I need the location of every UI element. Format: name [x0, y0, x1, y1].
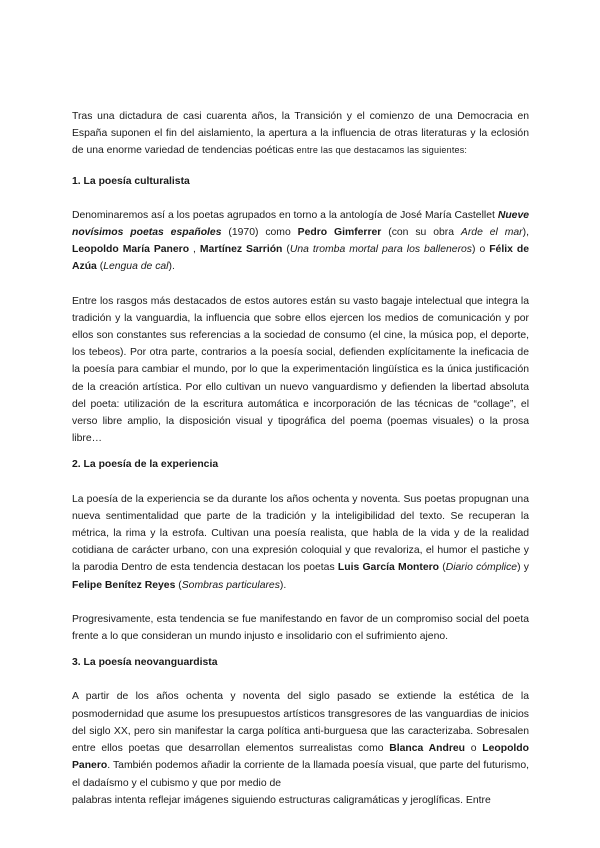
text-run: Denominaremos así a los poetas agrupados en torno a la antología de José María Castellet [72, 209, 498, 221]
author-name: Felipe Benítez Reyes [72, 579, 176, 591]
text-run: (1970) como [221, 227, 298, 239]
work-title: Lengua de cal [103, 261, 169, 273]
author-name: Leopoldo María Panero [72, 244, 190, 256]
section-heading-neovanguardista: 3. La poesía neovanguardista [72, 657, 218, 669]
text-run: ( [175, 579, 182, 591]
text-run: ( [282, 244, 290, 256]
work-title: Sombras particulares [181, 579, 280, 591]
text-run: (con su obra [381, 227, 461, 239]
experiencia-paragraph-2: Progresivamente, esta tendencia se fue manifestando en favor de un compromiso social del poeta frente a lo que consideran un mundo injusto e insolidario con el sufrimiento ajeno. [72, 613, 529, 643]
author-name: Félix de Azúa [72, 244, 529, 273]
text-run: . También podemos añadir la corriente de la llamada poesía visual, que parte del futurismo, el dadaísmo y el cubismo y que por medio de [72, 760, 529, 789]
text-run: ). [279, 579, 287, 591]
work-title: Diario cómplice [445, 562, 518, 574]
author-name: Pedro Gimferrer [297, 227, 382, 239]
section-heading-culturalista: 1. La poesía culturalista [72, 175, 190, 187]
text-run: ) y [517, 562, 529, 574]
author-name: Blanca Andreu [389, 743, 466, 755]
intro-text: Tras una dictadura de casi cuarenta años, la Transición y el comienzo de una Democracia en España suponen el fin del aislamiento, la apertura a la influencia de otras literaturas y la eclosión de una enorme variedad de tendencias poéticas [72, 111, 529, 157]
neovanguardista-paragraph-1 [72, 688, 529, 791]
author-name: Martínez Sarrión [199, 244, 283, 256]
text-run: , [189, 244, 200, 256]
neovanguardista-paragraph-2: palabras intenta reflejar imágenes siguiendo estructuras caligramáticas y jeroglíficas. Entre [72, 794, 491, 806]
culturalista-paragraph-1 [72, 207, 529, 276]
text-run: ( [96, 261, 104, 273]
section-heading-experiencia: 2. La poesía de la experiencia [72, 459, 219, 471]
book-title: Nueve novísimos poetas españoles [72, 209, 529, 239]
text-run: ) o [472, 244, 490, 256]
intro-tail: entre las que destacamos las siguientes: [293, 145, 468, 156]
experiencia-paragraph-1 [72, 491, 529, 594]
text-run: o [465, 743, 483, 755]
author-name: Leopoldo Panero [72, 743, 529, 772]
author-name: Luis García Montero [337, 562, 440, 574]
text-run: ( [439, 562, 446, 574]
intro-paragraph [72, 108, 529, 160]
text-run: ). [168, 261, 175, 273]
culturalista-paragraph-2: Entre los rasgos más destacados de estos autores están su vasto bagaje intelectual que integra la tradición y la vanguardia, la influencia que sobre ellos ejercen los medios de comunicación y por ellos son constantes sus referencias a la sociedad de consumo (el cine, la música pop, el deporte, los tebeos). Por otra parte, contrarios a la poesía social, defienden explícitamente la ineficacia de la poesía para cambiar el mundo, por lo que la experimentación lingüística es la única justificación de la creación artística. Por ello cultivan un nuevo vanguardismo y defienden la libertad absoluta del poeta: utilización de la escritura automática e incorporación de las técnicas de “collage”, el verso libre amplio, la disposición visual y tipográfica del poema (poemas visuales) o la prosa libre… [72, 295, 529, 445]
text-run: A partir de los años ochenta y noventa del siglo pasado se extiende la estética de la posmodernidad que asume los presupuestos artísticos transgresores de las vanguardias de inicios del siglo XX, pero sin manifestar la carga política anti-burguesa que las caracterizaba. Sobresalen entre ellos poetas que desarrollan elementos surrealistas como [72, 691, 529, 755]
text-run: La poesía de la experiencia se da durante los años ochenta y noventa. Sus poetas propugnan una nueva sentimentalidad que parte de la tradición y la inteligibilidad del texto. Se recuperan la métrica, la rima y la estrofa. Cultivan una poesía realista, que habla de la vida y de la realidad cotidiana de carácter urbano, con una expresión coloquial y que revaloriza, el humor el pastiche y la parodia Dentro de esta tendencia destacan los poetas [72, 493, 529, 574]
text-run: ), [522, 227, 529, 239]
work-title: Arde el mar [460, 227, 523, 239]
work-title: Una tromba mortal para los balleneros [289, 244, 473, 256]
